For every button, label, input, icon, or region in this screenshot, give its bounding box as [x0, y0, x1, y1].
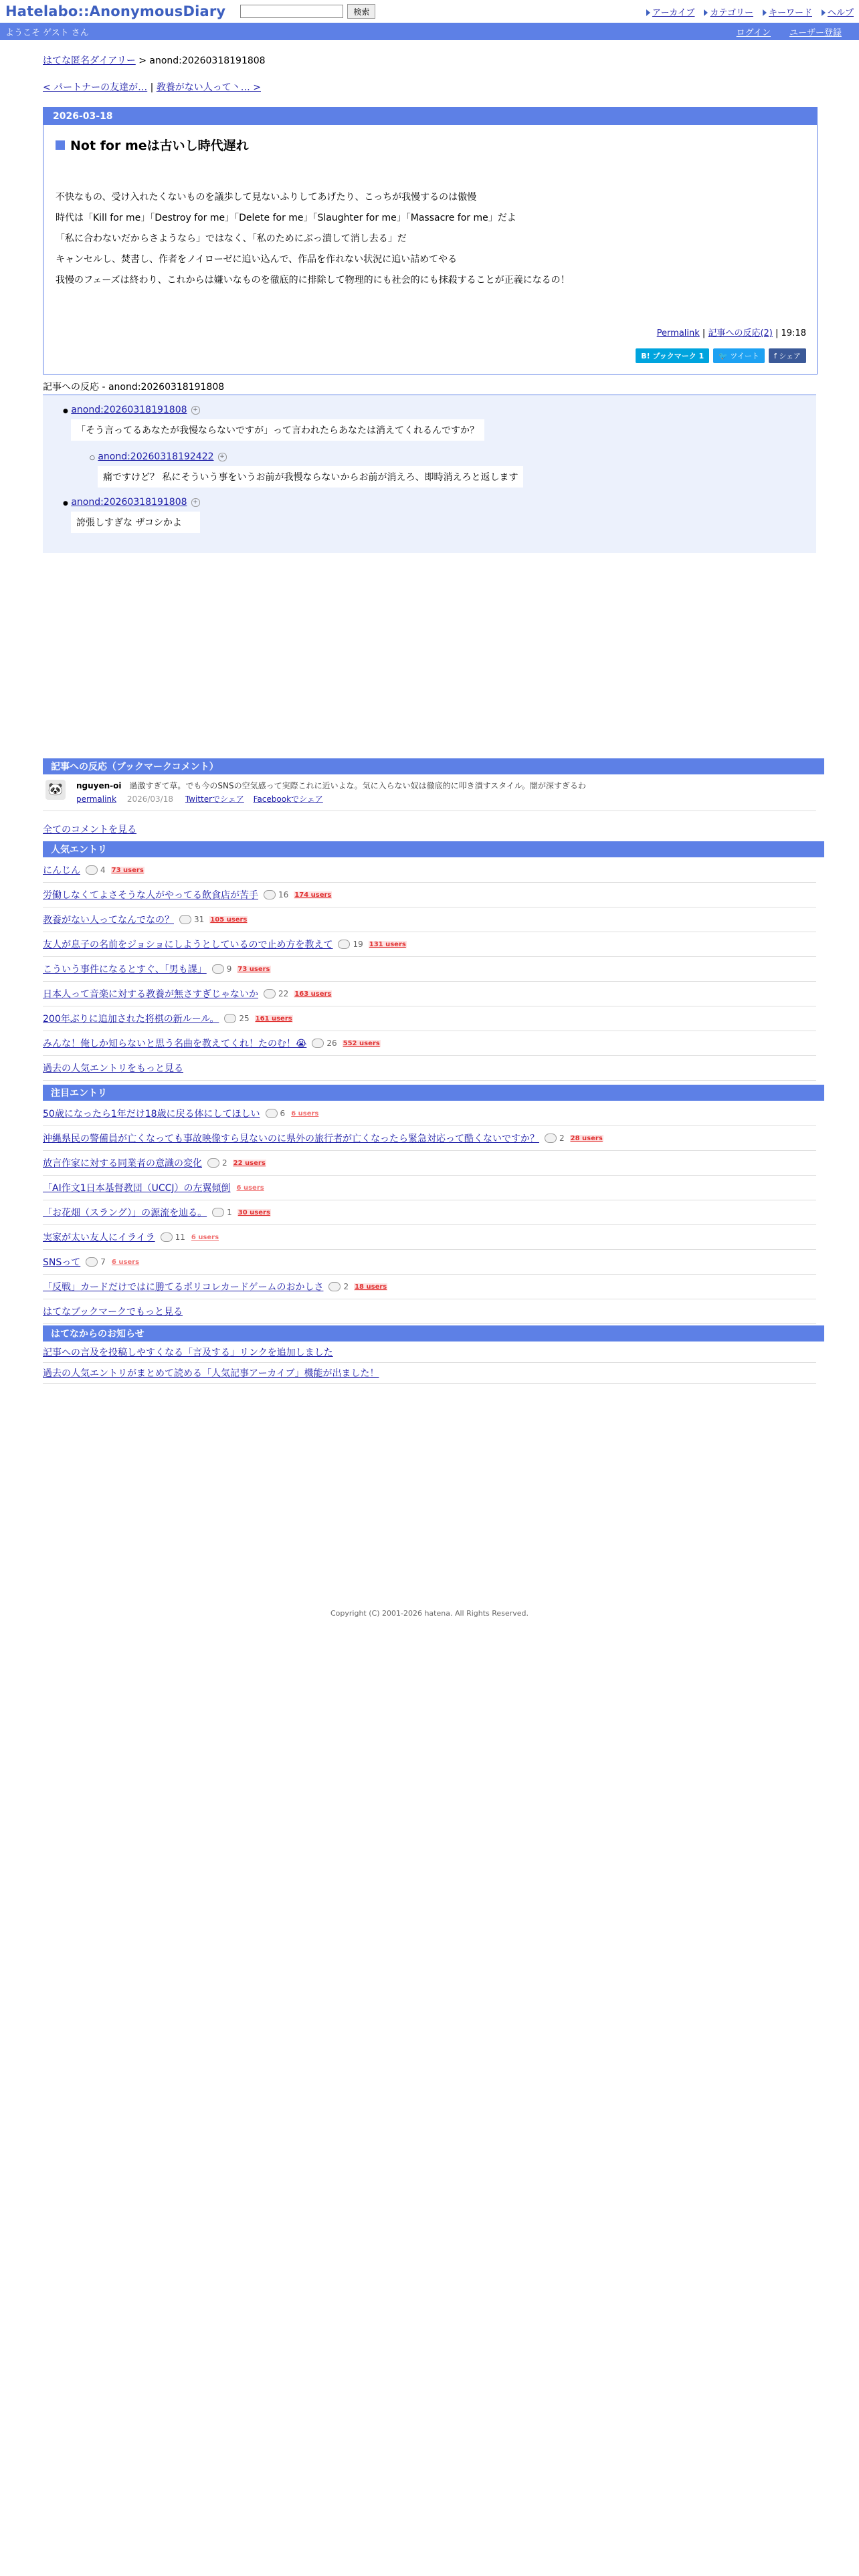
users-badge[interactable]: 6 users — [191, 1233, 219, 1241]
search-button[interactable]: 検索 — [347, 4, 375, 19]
comment-bubble-icon — [212, 964, 224, 974]
register-link[interactable]: ユーザー登録 — [789, 27, 842, 38]
comment-bubble[interactable]: 16 — [264, 890, 288, 899]
users-badge[interactable]: 131 users — [369, 940, 406, 948]
nav-category-link[interactable]: カテゴリー — [710, 7, 753, 18]
popular-entry — [43, 932, 816, 957]
facebook-share-button[interactable] — [769, 348, 806, 363]
popular-more — [43, 1056, 816, 1081]
facebook-icon: f — [773, 352, 779, 360]
panda-avatar-icon[interactable]: 🐼 — [45, 780, 66, 800]
comment-bubble[interactable]: 11 — [161, 1232, 185, 1242]
comment-bubble[interactable]: 4 — [86, 865, 106, 875]
all-comments — [43, 823, 816, 836]
popular-entry — [43, 1031, 816, 1056]
nav-archive[interactable] — [646, 5, 695, 18]
entry-link[interactable]: 日本人って音楽に対する教養が無さすぎじゃないか — [43, 989, 258, 1000]
featured-more — [43, 1299, 816, 1324]
comment-text: 過激すぎて草。でも今のSNSの空気感って実際これに近いよな。気に入らない奴は徹底的に叩き潰すスタイル。闇が深すぎるわ — [129, 781, 586, 790]
popular-entry — [43, 858, 816, 883]
popular-heading: 人気エントリ — [43, 841, 824, 857]
bookmark-comments-heading: 記事への反応（ブックマークコメント） — [43, 758, 824, 774]
news-item — [43, 1363, 816, 1384]
entry-link[interactable]: SNSって — [43, 1257, 81, 1268]
entry-link[interactable]: 沖縄県民の警備員が亡くなっても事故映像すら見ないのに県外の旅行者が亡くなったら緊急対応って酷くないですか？ — [43, 1134, 539, 1144]
featured-more-link[interactable]: はてなブックマークでもっと見る — [43, 1307, 183, 1317]
reactions-box — [43, 395, 816, 553]
news-list — [43, 1342, 816, 1384]
comment-bubble[interactable]: 22 — [264, 989, 288, 998]
users-badge[interactable]: 6 users — [236, 1184, 264, 1192]
reaction-link[interactable]: anond:20260318192422 — [98, 451, 214, 462]
comment-bubble[interactable]: 19 — [338, 940, 363, 949]
twitter-share-link[interactable]: Twitterでシェア — [185, 794, 244, 804]
share-buttons — [636, 348, 806, 363]
entry-title-text[interactable]: Not for meは古いし時代遅れ — [70, 138, 249, 153]
nav-keyword-link[interactable]: キーワード — [768, 7, 812, 18]
reaction-text: 誇張しすぎな ザコシかよ — [71, 512, 200, 533]
popular-entry — [43, 957, 816, 982]
comment-bubble[interactable]: 9 — [212, 964, 232, 974]
entry-link[interactable]: 放言作家に対する同業者の意識の変化 — [43, 1158, 202, 1169]
welcome-text: ようこそ ゲスト さん — [5, 27, 89, 38]
triangle-icon — [646, 9, 650, 16]
entry-link[interactable]: 教養がない人ってなんでなの？ — [43, 915, 174, 926]
body-line: 時代は「Kill for me」「Destroy for me」「Delete for me」「Slaughter for me」「Massacre for me」だよ — [56, 213, 516, 223]
comment-bubble-icon — [179, 915, 191, 924]
comment-bubble-icon — [545, 1134, 557, 1143]
plus-icon[interactable]: + — [218, 453, 227, 461]
featured-entry — [43, 1126, 816, 1151]
comment-bubble-icon — [312, 1039, 324, 1048]
nav-category[interactable] — [704, 5, 753, 18]
breadcrumb-current: anond:20260318191808 — [149, 56, 266, 66]
comment-bubble[interactable]: 25 — [224, 1014, 249, 1023]
comment-permalink[interactable]: permalink — [76, 794, 116, 804]
users-badge[interactable]: 163 users — [294, 990, 332, 998]
triangle-icon — [822, 9, 826, 16]
reaction-text: 「そう言ってるあなたが我慢ならないですが」って言われたらあなたは消えてくれるんですか？ — [71, 419, 484, 441]
popular-entry — [43, 1006, 816, 1031]
nav-archive-link[interactable]: アーカイブ — [652, 7, 695, 18]
breadcrumb-root[interactable]: はてな匿名ダイアリー — [43, 56, 136, 66]
users-badge[interactable]: 105 users — [210, 916, 248, 924]
body-line: 我慢のフェーズは終わり、これからは嫌いなものを徹底的に排除して物理的にも社会的にも抹殺することが正義になるの！ — [56, 275, 570, 286]
plus-icon[interactable]: + — [191, 406, 200, 415]
users-badge[interactable]: 552 users — [343, 1039, 380, 1047]
entry-title — [56, 136, 817, 154]
comment-date: 2026/03/18 — [126, 794, 173, 804]
featured-entry — [43, 1200, 816, 1225]
entry-link[interactable]: こういう事件になるとすぐ、「男も課」 — [43, 964, 207, 975]
users-badge[interactable]: 161 users — [255, 1014, 292, 1023]
comment-bubble-icon — [338, 940, 350, 949]
entry-link[interactable]: 200年ぶりに追加された将棋の新ルール。 — [43, 1014, 219, 1025]
comment-bubble[interactable]: 2 — [207, 1158, 227, 1168]
body-line: 「私に合わないだからさようなら」ではなく、「私のためにぶっ潰して消し去る」だ — [56, 233, 407, 244]
news-heading: はてなからのお知らせ — [43, 1325, 824, 1341]
popular-entry — [43, 883, 816, 907]
reaction-item: ○ anond:20260318192422 + 痛ですけど？ 私にそういう事をいうお前が我慢ならないからお前が消えろ、即時消えろと返します — [90, 451, 523, 488]
triangle-icon — [704, 9, 708, 16]
popular-entry — [43, 907, 816, 932]
entry-link[interactable]: 友人が息子の名前をジョショにしようとしているので止め方を教えて — [43, 940, 333, 950]
day-box — [43, 107, 818, 374]
comment-bubble[interactable]: 6 — [266, 1109, 286, 1118]
entry-link[interactable]: 「AI作文1日本基督教団（UCCJ）の左翼傾倒 — [43, 1183, 231, 1194]
users-badge[interactable]: 30 users — [237, 1208, 270, 1216]
nav-help[interactable] — [822, 5, 854, 18]
news-link[interactable]: 記事への言及を投稿しやすくなる「言及する」リンクを追加しました — [43, 1348, 333, 1358]
entry-link[interactable]: 「反戦」カードだけではに勝てるポリコレカードゲームのおかしさ — [43, 1282, 324, 1293]
entry-body — [56, 187, 817, 291]
nav-separator: | — [150, 82, 154, 93]
body-line: キャンセルし、焚書し、作者をノイローゼに追い込んで、作品を作れない状況に追い詰めてやる — [56, 254, 458, 265]
comment-line — [76, 780, 586, 791]
reaction-text: 痛ですけど？ 私にそういう事をいうお前が我慢ならないからお前が消えろ、即時消えろと返します — [98, 466, 523, 488]
featured-entry — [43, 1151, 816, 1176]
users-badge[interactable]: 73 users — [111, 866, 144, 874]
users-badge[interactable]: 6 users — [291, 1109, 319, 1117]
all-comments-link[interactable]: 全てのコメントを見る — [43, 825, 136, 835]
featured-entry — [43, 1250, 816, 1275]
entry-link[interactable]: にんじん — [43, 865, 80, 876]
entry-link[interactable]: 実家が太い友人にイライラ — [43, 1232, 155, 1243]
users-badge[interactable]: 28 users — [570, 1134, 603, 1142]
news-link[interactable]: 過去の人気エントリがまとめて読める「人気記事アーカイブ」機能が出ました！ — [43, 1368, 379, 1379]
comment-bubble-icon — [161, 1232, 173, 1242]
breadcrumb — [43, 53, 816, 67]
login-link[interactable]: ログイン — [736, 27, 771, 38]
comment-bubble-icon — [328, 1282, 341, 1291]
hatena-bookmark-button[interactable]: B! ブックマーク 1 — [636, 348, 709, 363]
popular-entry — [43, 982, 816, 1006]
square-icon — [56, 140, 65, 150]
top-nav — [646, 5, 854, 18]
comment-bubble-icon — [212, 1208, 224, 1217]
comment-bubble-icon — [207, 1158, 219, 1168]
popular-more-link[interactable]: 過去の人気エントリをもっと見る — [43, 1063, 183, 1074]
triangle-icon — [763, 9, 767, 16]
nav-help-link[interactable]: ヘルプ — [827, 7, 854, 18]
featured-entry — [43, 1225, 816, 1250]
entry-link[interactable]: みんな！俺しか知らないと思う名曲を教えてくれ！たのむ！😭 — [43, 1039, 307, 1049]
search-input[interactable] — [240, 5, 343, 18]
comment-bubble[interactable]: 26 — [312, 1039, 337, 1048]
comment-bubble[interactable]: 31 — [179, 915, 204, 924]
comment-bubble-icon — [224, 1014, 236, 1023]
comment-meta — [76, 793, 323, 804]
day-date: 2026-03-18 — [43, 108, 817, 125]
comment-bubble[interactable]: 1 — [212, 1208, 232, 1217]
share-label: シェア — [779, 352, 801, 360]
entry-link[interactable]: 50歳になったら1年だけ18歳に戻る体にしてほしい — [43, 1109, 260, 1119]
featured-entry — [43, 1101, 816, 1126]
reactions-link[interactable]: 記事への反応(2) — [708, 328, 773, 338]
body-line: 不快なもの、受け入れたくないものを議歩して見ないふりしてあげたり、こっちが我慢するのは傲慢 — [56, 192, 477, 203]
featured-entry — [43, 1176, 816, 1200]
users-badge[interactable]: 73 users — [237, 965, 270, 973]
entry-meta: Permalink | 記事への反応(2) | 19:18 — [656, 328, 806, 338]
entry-link[interactable]: 「お花畑（スラング）」の源流を辿る。 — [43, 1208, 207, 1218]
reaction-link[interactable]: anond:20260318191808 — [71, 405, 187, 415]
entry-nav — [43, 80, 816, 94]
comment-bubble-icon — [264, 989, 276, 998]
reactions-heading: 記事への反応 - anond:20260318191808 — [43, 382, 225, 393]
featured-entry — [43, 1275, 816, 1299]
featured-list — [43, 1101, 816, 1324]
entry-link[interactable]: 労働しなくてよさそうな人がやってる飲食店が苦手 — [43, 890, 258, 901]
news-item — [43, 1342, 816, 1363]
nav-keyword[interactable] — [763, 5, 812, 18]
featured-heading: 注目エントリ — [43, 1085, 824, 1101]
comment-bubble[interactable]: 2 — [328, 1282, 349, 1291]
users-badge[interactable]: 6 users — [111, 1258, 140, 1266]
comment-bubble-icon — [86, 1257, 98, 1267]
reaction-item: ● anond:20260318191808 + 「そう言ってるあなたが我慢ならないですが」って言われたらあなたは消えてくれるんですか？ — [63, 405, 484, 441]
comment-bubble[interactable]: 2 — [545, 1134, 565, 1143]
plus-icon[interactable]: + — [191, 498, 200, 507]
tweet-button[interactable] — [713, 348, 765, 363]
entry-time: 19:18 — [781, 328, 806, 338]
prev-entry-link[interactable]: < パートナーの友達が… — [43, 82, 148, 93]
comment-user[interactable]: nguyen-oi — [76, 781, 122, 790]
comment-bubble-icon — [86, 865, 98, 875]
reaction-item: ● anond:20260318191808 + 誇張しすぎな ザコシかよ — [63, 497, 200, 533]
welcome-bar — [0, 23, 859, 40]
users-badge[interactable]: 174 users — [294, 891, 332, 899]
breadcrumb-sep: > — [138, 56, 147, 66]
bookmark-comment — [43, 776, 816, 811]
reaction-link[interactable]: anond:20260318191808 — [71, 497, 187, 508]
users-badge[interactable]: 22 users — [233, 1159, 266, 1167]
comment-bubble-icon — [264, 890, 276, 899]
popular-list — [43, 858, 816, 1081]
comment-bubble[interactable]: 7 — [86, 1257, 106, 1267]
permalink-link[interactable]: Permalink — [656, 328, 700, 338]
copyright: Copyright (C) 2001-2026 hatena. All Rights Reserved. — [330, 1609, 529, 1618]
tweet-label: ツイート — [730, 352, 759, 360]
next-entry-link[interactable]: 教養がない人って丶… > — [156, 82, 261, 93]
site-logo[interactable]: Hatelabo::AnonymousDiary — [5, 3, 226, 19]
facebook-share-link[interactable]: Facebookでシェア — [253, 794, 323, 804]
comment-bubble-icon — [266, 1109, 278, 1118]
users-badge[interactable]: 18 users — [355, 1283, 387, 1291]
top-bar — [0, 0, 859, 23]
twitter-bird-icon: 🐦 — [719, 352, 731, 360]
